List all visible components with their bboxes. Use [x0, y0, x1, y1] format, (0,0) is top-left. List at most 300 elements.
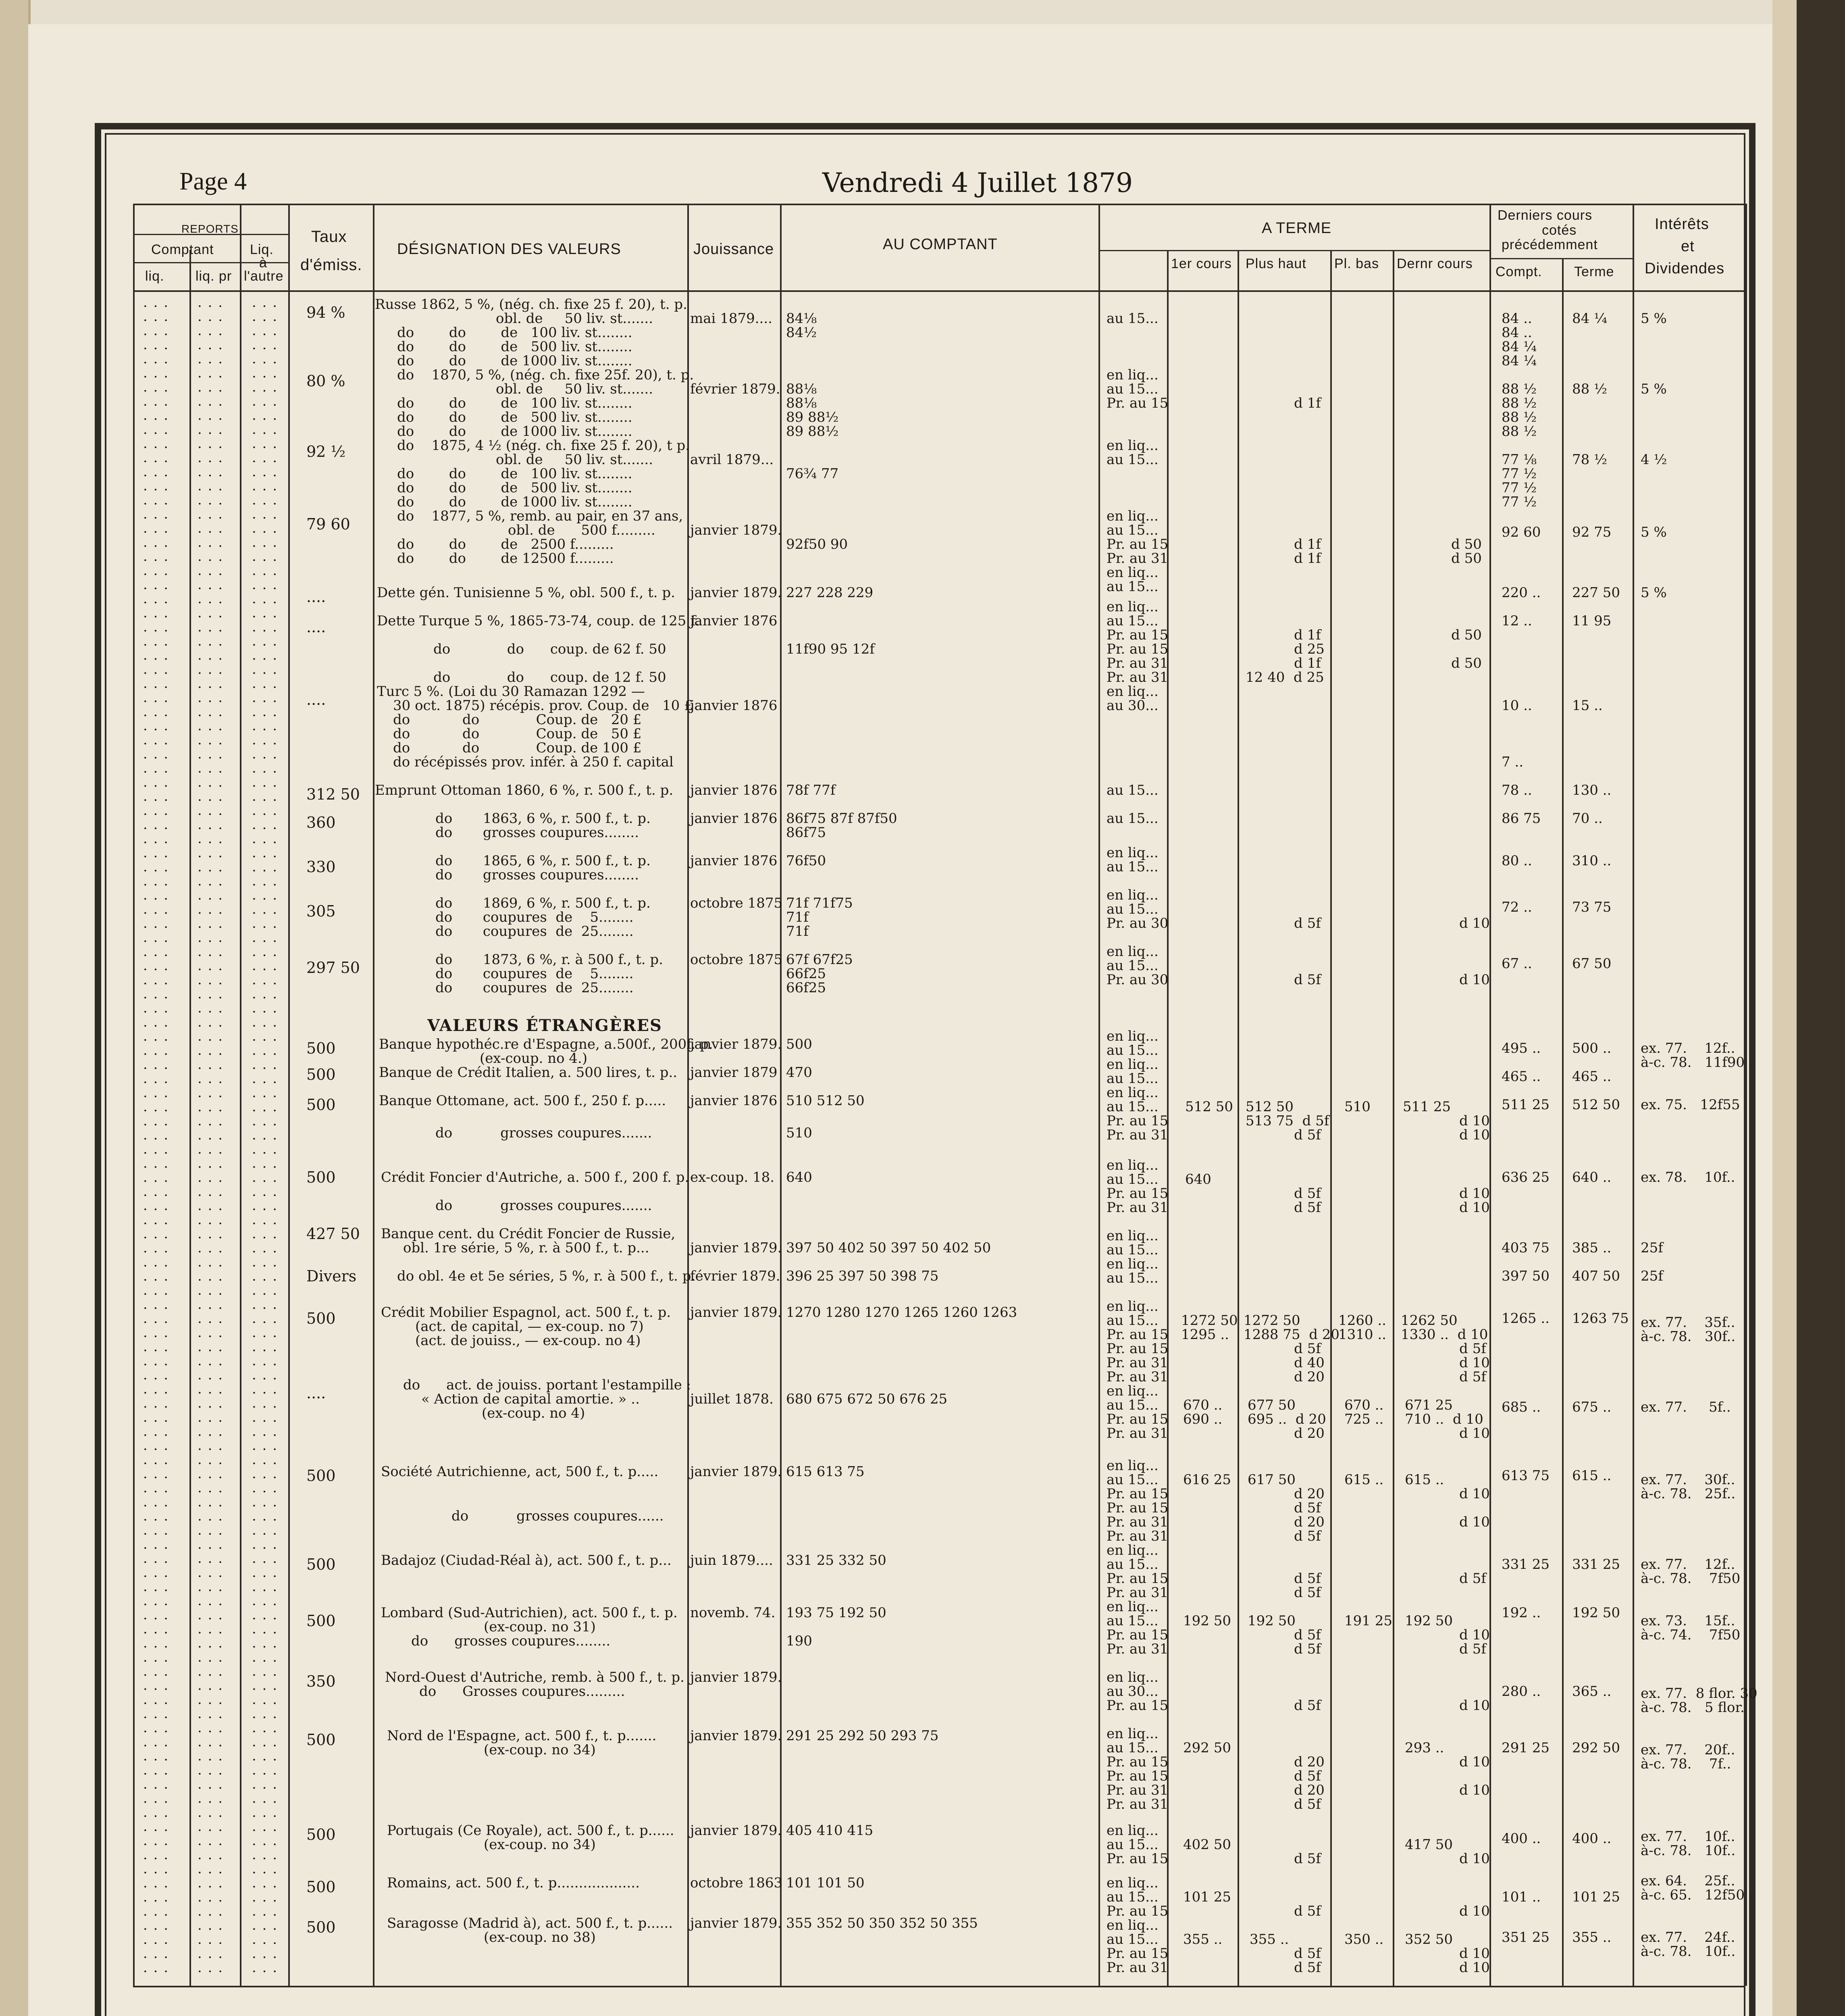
terme-label: Pr. au 15 — [1107, 536, 1169, 552]
leader-dots: · · · — [198, 948, 224, 964]
terme-value: 640 — [1185, 1171, 1211, 1187]
jouissance-cell: janvier 1879. — [690, 522, 782, 538]
leader-dots: · · · — [252, 1540, 278, 1556]
terme-value: 616 25 — [1183, 1472, 1231, 1488]
terme-value: 1310 .. — [1338, 1327, 1386, 1343]
terme-value: d 10 — [1459, 1425, 1490, 1441]
leader-dots: · · · — [252, 341, 278, 357]
leader-dots: · · · — [252, 1554, 278, 1570]
header-precedemment: précédemment — [1502, 237, 1598, 252]
taux-cell: 500 — [306, 1731, 336, 1749]
derniers-terme-cell: 88 ½ — [1572, 381, 1608, 397]
terme-label: Pr. au 15 — [1107, 1327, 1169, 1343]
leader-dots: · · · — [143, 1540, 169, 1556]
leader-dots: · · · — [252, 425, 278, 442]
leader-dots: · · · — [143, 764, 169, 780]
taux-cell: 500 — [306, 1918, 336, 1936]
derniers-compt-cell: 78 .. — [1502, 782, 1532, 798]
terme-label: en liq... — [1107, 1056, 1159, 1073]
leader-dots: · · · — [198, 1526, 224, 1542]
leader-dots: · · · — [143, 1780, 169, 1796]
leader-dots: · · · — [252, 1667, 278, 1683]
leader-dots: · · · — [198, 1314, 224, 1331]
leader-dots: · · · — [198, 1329, 224, 1345]
leader-dots: · · · — [143, 1329, 169, 1345]
leader-dots: · · · — [143, 1653, 169, 1669]
terme-label: en liq... — [1107, 564, 1159, 581]
comptant-cell: 78f 77f — [786, 782, 836, 798]
derniers-compt-cell: 80 .. — [1502, 853, 1532, 869]
leader-dots: · · · — [143, 665, 169, 681]
terme-value: d 5f — [1294, 1945, 1321, 1962]
jouissance-cell: janvier 1876 — [690, 698, 778, 714]
terme-label: en liq... — [1107, 1458, 1159, 1474]
leader-dots: · · · — [198, 1145, 224, 1161]
leader-dots: · · · — [252, 1230, 278, 1246]
terme-label: en liq... — [1107, 1822, 1159, 1839]
designation-cell: do coupures de 25........ — [435, 923, 634, 939]
terme-value: d 20 — [1294, 1486, 1325, 1502]
leader-dots: · · · — [143, 1413, 169, 1429]
derniers-compt-cell: 88 ½ — [1502, 409, 1537, 425]
derniers-compt-cell: 72 .. — [1502, 899, 1532, 915]
terme-label: Pr. au 31 — [1107, 655, 1169, 671]
terme-label: Pr. au 31 — [1107, 1127, 1169, 1143]
derniers-compt-cell: 84 ¼ — [1502, 353, 1537, 369]
leader-dots: · · · — [143, 1032, 169, 1048]
terme-label: Pr. au 15 — [1107, 1486, 1169, 1502]
page-date: Vendredi 4 Juillet 1879 — [822, 167, 1133, 198]
derniers-terme-cell: 15 .. — [1572, 698, 1603, 714]
leader-dots: · · · — [198, 623, 224, 639]
header-au-comptant: AU COMPTANT — [883, 236, 998, 253]
taux-cell: 79 60 — [306, 515, 350, 533]
leader-dots: · · · — [198, 1879, 224, 1895]
leader-dots: · · · — [198, 1695, 224, 1712]
terme-label: en liq... — [1107, 943, 1159, 960]
leader-dots: · · · — [143, 1399, 169, 1415]
derniers-compt-cell: 403 75 — [1502, 1240, 1550, 1256]
leader-dots: · · · — [198, 1343, 224, 1359]
terme-value: 12 40 d 25 — [1246, 669, 1324, 685]
taux-cell: 427 50 — [306, 1225, 360, 1243]
terme-label: Pr. au 15 — [1107, 1754, 1169, 1770]
header-interets: Intérêts — [1655, 216, 1709, 233]
interets-cell: 5 % — [1641, 381, 1667, 397]
comptant-cell: 76¾ 77 — [786, 466, 839, 482]
leader-dots: · · · — [143, 510, 169, 526]
leader-dots: · · · — [143, 411, 169, 427]
terme-label: en liq... — [1107, 1917, 1159, 1933]
leader-dots: · · · — [143, 1159, 169, 1175]
jouissance-cell: février 1879. — [690, 381, 780, 397]
terme-label: en liq... — [1107, 508, 1159, 524]
leader-dots: · · · — [143, 1089, 169, 1105]
jouissance-cell: janvier 1876 — [690, 782, 778, 798]
leader-dots: · · · — [252, 750, 278, 766]
terme-label: Pr. au 15 — [1107, 641, 1169, 657]
terme-label: en liq... — [1107, 367, 1159, 383]
leader-dots: · · · — [198, 411, 224, 427]
leader-dots: · · · — [198, 863, 224, 879]
terme-label: au 15... — [1107, 579, 1159, 595]
terme-label: Pr. au 15 — [1107, 1697, 1169, 1714]
designation-cell: « Action de capital amortie. » .. — [421, 1391, 640, 1407]
interets-cell: ex. 77. 20f.. — [1641, 1742, 1735, 1758]
leader-dots: · · · — [252, 1921, 278, 1937]
interets-cell: à-c. 78. 7f.. — [1641, 1756, 1731, 1772]
terme-value: 670 .. — [1183, 1397, 1223, 1413]
terme-label: au 30... — [1107, 1683, 1159, 1699]
leader-dots: · · · — [198, 1202, 224, 1218]
header-taux: Taux — [311, 228, 347, 246]
comptant-cell: 291 25 292 50 293 75 — [786, 1728, 939, 1744]
derniers-terme-cell: 407 50 — [1572, 1268, 1620, 1284]
leader-dots: · · · — [252, 1935, 278, 1951]
jouissance-cell: juillet 1878. — [690, 1391, 774, 1407]
leader-dots: · · · — [198, 1075, 224, 1091]
leader-dots: · · · — [143, 609, 169, 625]
leader-dots: · · · — [143, 1907, 169, 1923]
leader-dots: · · · — [143, 1865, 169, 1881]
leader-dots: · · · — [252, 298, 278, 314]
header-liqpr: liq. pr — [196, 269, 232, 284]
leader-dots: · · · — [198, 1935, 224, 1951]
terme-value: 513 75 d 5f — [1246, 1113, 1329, 1129]
derniers-terme-cell: 365 .. — [1572, 1683, 1612, 1699]
header-jouissance: Jouissance — [693, 241, 774, 258]
col-line — [1489, 204, 1491, 1986]
leader-dots: · · · — [198, 1681, 224, 1697]
interets-cell: à-c. 65. 12f50 — [1641, 1887, 1745, 1903]
leader-dots: · · · — [252, 877, 278, 893]
designation-cell: do grosses coupures........ — [411, 1633, 611, 1649]
leader-dots: · · · — [198, 1921, 224, 1937]
interets-cell: à-c. 78. 11f90 — [1641, 1054, 1745, 1070]
interets-cell: ex. 78. 10f.. — [1641, 1169, 1735, 1185]
designation-cell: Nord-Ouest d'Autriche, remb. à 500 f., t. p. — [385, 1669, 684, 1685]
leader-dots: · · · — [143, 1554, 169, 1570]
derniers-terme-cell: 465 .. — [1572, 1068, 1612, 1085]
leader-dots: · · · — [143, 623, 169, 639]
terme-value: 615 .. — [1405, 1472, 1444, 1488]
leader-dots: · · · — [198, 778, 224, 794]
leader-dots: · · · — [143, 1879, 169, 1895]
leader-dots: · · · — [143, 1766, 169, 1782]
interets-cell: ex. 73. 15f.. — [1641, 1613, 1735, 1629]
derniers-terme-cell: 615 .. — [1572, 1468, 1612, 1484]
leader-dots: · · · — [252, 1724, 278, 1740]
terme-label: Pr. au 31 — [1107, 1782, 1169, 1798]
leader-dots: · · · — [198, 1032, 224, 1048]
terme-value: d 40 — [1294, 1355, 1325, 1371]
jouissance-cell: janvier 1876 — [690, 613, 778, 629]
leader-dots: · · · — [198, 1046, 224, 1062]
header-a-terme: A TERME — [1262, 220, 1332, 237]
leader-dots: · · · — [252, 1272, 278, 1288]
terme-label: en liq... — [1107, 845, 1159, 861]
designation-cell: Russe 1862, 5 %, (nég. ch. fixe 25 f. 20), t. p. — [375, 296, 687, 312]
leader-dots: · · · — [198, 1625, 224, 1641]
leader-dots: · · · — [252, 1456, 278, 1472]
interets-cell: à-c. 74. 7f50 — [1641, 1627, 1741, 1643]
interets-cell: 5 % — [1641, 310, 1667, 327]
taux-cell: .... — [306, 691, 326, 708]
leader-dots: · · · — [252, 1526, 278, 1542]
leader-dots: · · · — [198, 708, 224, 724]
terme-value: 725 .. — [1344, 1411, 1384, 1427]
leader-dots: · · · — [198, 849, 224, 865]
taux-cell: 297 50 — [306, 959, 360, 977]
derniers-compt-cell: 220 .. — [1502, 585, 1541, 601]
leader-dots: · · · — [198, 439, 224, 456]
designation-cell: Romains, act. 500 f., t. p................... — [387, 1875, 640, 1891]
leader-dots: · · · — [198, 1385, 224, 1401]
derniers-terme-cell: 73 75 — [1572, 899, 1612, 915]
terme-value: d 10 — [1459, 1185, 1490, 1202]
leader-dots: · · · — [252, 355, 278, 371]
terme-value: d 20 — [1294, 1754, 1325, 1770]
terme-value: d 5f — [1294, 1127, 1321, 1143]
designation-cell: do do de 2500 f......... — [397, 536, 614, 552]
designation-cell: Saragosse (Madrid à), act. 500 f., t. p...... — [387, 1915, 673, 1931]
leader-dots: · · · — [143, 1893, 169, 1909]
taux-cell: 500 — [306, 1168, 336, 1186]
terme-value: 1260 .. — [1338, 1312, 1386, 1329]
leader-dots: · · · — [198, 1427, 224, 1443]
interets-cell: ex. 77. 12f.. — [1641, 1040, 1735, 1056]
terme-value: d 5f — [1459, 1369, 1486, 1385]
leader-dots: · · · — [252, 1244, 278, 1260]
designation-cell: do do coup. de 62 f. 50 — [433, 641, 666, 657]
designation-cell: do récépissés prov. infér. à 250 f. capital — [393, 754, 674, 770]
leader-dots: · · · — [198, 1639, 224, 1655]
designation-cell: do 1875, 4 ½ (nég. ch. fixe 25 f. 20), t p. — [397, 437, 690, 454]
col-line — [1393, 250, 1394, 1986]
designation-cell: Emprunt Ottoman 1860, 6 %, r. 500 f., t. p. — [375, 782, 674, 798]
leader-dots: · · · — [252, 1568, 278, 1585]
leader-dots: · · · — [143, 581, 169, 597]
derniers-terme-cell: 675 .. — [1572, 1399, 1612, 1415]
leader-dots: · · · — [143, 1724, 169, 1740]
leader-dots: · · · — [143, 1117, 169, 1133]
derniers-terme-cell: 227 50 — [1572, 585, 1620, 601]
leader-dots: · · · — [198, 1949, 224, 1966]
leader-dots: · · · — [143, 1145, 169, 1161]
terme-label: Pr. au 31 — [1107, 669, 1169, 685]
terme-value: 292 50 — [1183, 1740, 1231, 1756]
leader-dots: · · · — [198, 891, 224, 907]
terme-value: 615 .. — [1344, 1472, 1384, 1488]
designation-cell: do do de 12500 f......... — [397, 550, 614, 566]
leader-dots: · · · — [198, 1893, 224, 1909]
leader-dots: · · · — [143, 566, 169, 583]
terme-value: d 5f — [1294, 1500, 1321, 1516]
terme-value: d 5f — [1294, 1585, 1321, 1601]
terme-label: en liq... — [1107, 599, 1159, 615]
col-line — [1330, 250, 1332, 1986]
leader-dots: · · · — [143, 1060, 169, 1077]
comptant-cell: 510 — [786, 1125, 812, 1141]
leader-dots: · · · — [198, 1851, 224, 1867]
leader-dots: · · · — [198, 1103, 224, 1119]
leader-dots: · · · — [198, 327, 224, 343]
leader-dots: · · · — [252, 1653, 278, 1669]
terme-label: au 15... — [1107, 1397, 1159, 1413]
leader-dots: · · · — [198, 1413, 224, 1429]
leader-dots: · · · — [198, 1216, 224, 1232]
leader-dots: · · · — [198, 1907, 224, 1923]
header-cotes: cotés — [1542, 223, 1577, 238]
leader-dots: · · · — [252, 708, 278, 724]
leader-dots: · · · — [252, 1752, 278, 1768]
leader-dots: · · · — [252, 651, 278, 667]
interets-cell: 25f — [1641, 1268, 1663, 1284]
leader-dots: · · · — [198, 1173, 224, 1189]
terme-value: 512 50 — [1185, 1099, 1233, 1115]
derniers-compt-cell: 10 .. — [1502, 698, 1532, 714]
leader-dots: · · · — [143, 1822, 169, 1839]
jouissance-cell: janvier 1879. — [690, 1240, 782, 1256]
leader-dots: · · · — [198, 750, 224, 766]
terme-value: 192 50 — [1183, 1613, 1231, 1629]
terme-value: d 5f — [1294, 1960, 1321, 1976]
leader-dots: · · · — [252, 1583, 278, 1599]
terme-value: 355 .. — [1250, 1931, 1289, 1947]
leader-dots: · · · — [143, 1625, 169, 1641]
leader-dots: · · · — [252, 1964, 278, 1980]
terme-label: Pr. au 15 — [1107, 1500, 1169, 1516]
derniers-terme-cell: 385 .. — [1572, 1240, 1612, 1256]
terme-label: en liq... — [1107, 683, 1159, 700]
jouissance-cell: juin 1879.... — [690, 1552, 773, 1568]
terme-value: d 5f — [1294, 1768, 1321, 1784]
terme-value: d 5f — [1459, 1570, 1486, 1587]
leader-dots: · · · — [252, 990, 278, 1006]
leader-dots: · · · — [198, 806, 224, 823]
terme-label: Pr. au 31 — [1107, 1425, 1169, 1441]
designation-cell: obl. de 50 liv. st....... — [496, 310, 653, 327]
leader-dots: · · · — [252, 1004, 278, 1020]
taux-cell: 330 — [306, 858, 336, 876]
derniers-terme-cell: 512 50 — [1572, 1097, 1620, 1113]
leader-dots: · · · — [252, 1611, 278, 1627]
leader-dots: · · · — [198, 1089, 224, 1105]
section-title-valeurs-etrangeres: VALEURS ÉTRANGÈRES — [427, 1016, 662, 1035]
terme-label: Pr. au 31 — [1107, 1355, 1169, 1371]
terme-label: Pr. au 31 — [1107, 1528, 1169, 1544]
comptant-cell: 88⅛ — [786, 395, 817, 411]
designation-cell: do do de 500 liv. st........ — [397, 339, 632, 355]
leader-dots: · · · — [198, 298, 224, 314]
leader-dots: · · · — [143, 1512, 169, 1528]
terme-label: au 15... — [1107, 613, 1159, 629]
header-derniers-cours: Derniers cours — [1498, 208, 1593, 223]
leader-dots: · · · — [252, 1357, 278, 1373]
leader-dots: · · · — [198, 1131, 224, 1147]
leader-dots: · · · — [252, 1949, 278, 1966]
leader-dots: · · · — [198, 595, 224, 611]
leader-dots: · · · — [252, 397, 278, 413]
leader-dots: · · · — [143, 679, 169, 696]
derniers-terme-cell: 400 .. — [1572, 1831, 1612, 1847]
terme-label: au 15... — [1107, 381, 1159, 397]
terme-value: d 5f — [1294, 1200, 1321, 1216]
derniers-compt-cell: 77 ⅛ — [1502, 452, 1537, 468]
terme-value: d 10 — [1459, 1697, 1490, 1714]
interets-cell: ex. 77. 10f.. — [1641, 1829, 1735, 1845]
designation-cell: Banque Ottomane, act. 500 f., 250 f. p..... — [379, 1093, 666, 1109]
leader-dots: · · · — [252, 1075, 278, 1091]
terme-value: d 5f — [1459, 1341, 1486, 1357]
designation-cell: do act. de jouiss. portant l'estampille : — [403, 1377, 691, 1393]
leader-dots: · · · — [252, 792, 278, 808]
leader-dots: · · · — [198, 1159, 224, 1175]
leader-dots: · · · — [198, 679, 224, 696]
header-premier-cours: 1er cours — [1171, 256, 1232, 271]
header-dividendes: Dividendes — [1645, 260, 1724, 277]
leader-dots: · · · — [143, 1046, 169, 1062]
leader-dots: · · · — [143, 1611, 169, 1627]
derniers-compt-cell: 77 ½ — [1502, 466, 1537, 482]
taux-cell: 94 % — [306, 304, 345, 321]
jouissance-cell: mai 1879.... — [690, 310, 772, 327]
leader-dots: · · · — [143, 1851, 169, 1867]
interets-cell: 4 ½ — [1641, 452, 1667, 468]
designation-cell: do grosses coupures........ — [435, 867, 639, 883]
comptant-cell: 331 25 332 50 — [786, 1552, 886, 1568]
designation-cell: Portugais (Ce Royale), act. 500 f., t. p...... — [387, 1822, 674, 1839]
derniers-compt-cell: 84 ¼ — [1502, 339, 1537, 355]
jouissance-cell: janvier 1879. — [690, 1915, 782, 1931]
leader-dots: · · · — [143, 1949, 169, 1966]
taux-cell: 500 — [306, 1310, 336, 1327]
designation-cell: (ex-coup. no 38) — [484, 1929, 596, 1945]
leader-dots: · · · — [198, 665, 224, 681]
terme-value: d 5f — [1294, 1570, 1321, 1587]
terme-value: d 20 — [1294, 1425, 1325, 1441]
terme-label: en liq... — [1107, 1669, 1159, 1685]
leader-dots: · · · — [198, 1117, 224, 1133]
comptant-cell: 67f 67f25 — [786, 952, 853, 968]
header-top-rule — [133, 204, 1745, 205]
taux-cell: 500 — [306, 1066, 336, 1083]
comptant-cell: 397 50 402 50 397 50 402 50 — [786, 1240, 991, 1256]
leader-dots: · · · — [252, 1103, 278, 1119]
leader-dots: · · · — [143, 355, 169, 371]
terme-label: en liq... — [1107, 1157, 1159, 1173]
interets-cell: ex. 77. 35f.. — [1641, 1314, 1735, 1331]
leader-dots: · · · — [143, 1286, 169, 1302]
terme-value: 670 .. — [1344, 1397, 1384, 1413]
leader-dots: · · · — [252, 1145, 278, 1161]
leader-dots: · · · — [198, 1752, 224, 1768]
leader-dots: · · · — [198, 694, 224, 710]
terme-value: 710 .. d 10 — [1405, 1411, 1483, 1427]
leader-dots: · · · — [143, 1202, 169, 1218]
leader-dots: · · · — [198, 1597, 224, 1613]
terme-value: 355 .. — [1183, 1931, 1223, 1947]
derniers-terme-cell: 355 .. — [1572, 1929, 1612, 1945]
designation-cell: (act. de capital, — ex-coup. no 7) — [415, 1318, 644, 1335]
terme-value: 1272 50 — [1244, 1312, 1300, 1329]
terme-value: d 1f — [1294, 550, 1321, 566]
derniers-terme-cell: 11 95 — [1572, 613, 1612, 629]
terme-value: 512 50 — [1246, 1099, 1294, 1115]
terme-value: d 20 — [1294, 1782, 1325, 1798]
terme-rule — [1098, 250, 1489, 251]
comptant-cell: 76f50 — [786, 853, 826, 869]
